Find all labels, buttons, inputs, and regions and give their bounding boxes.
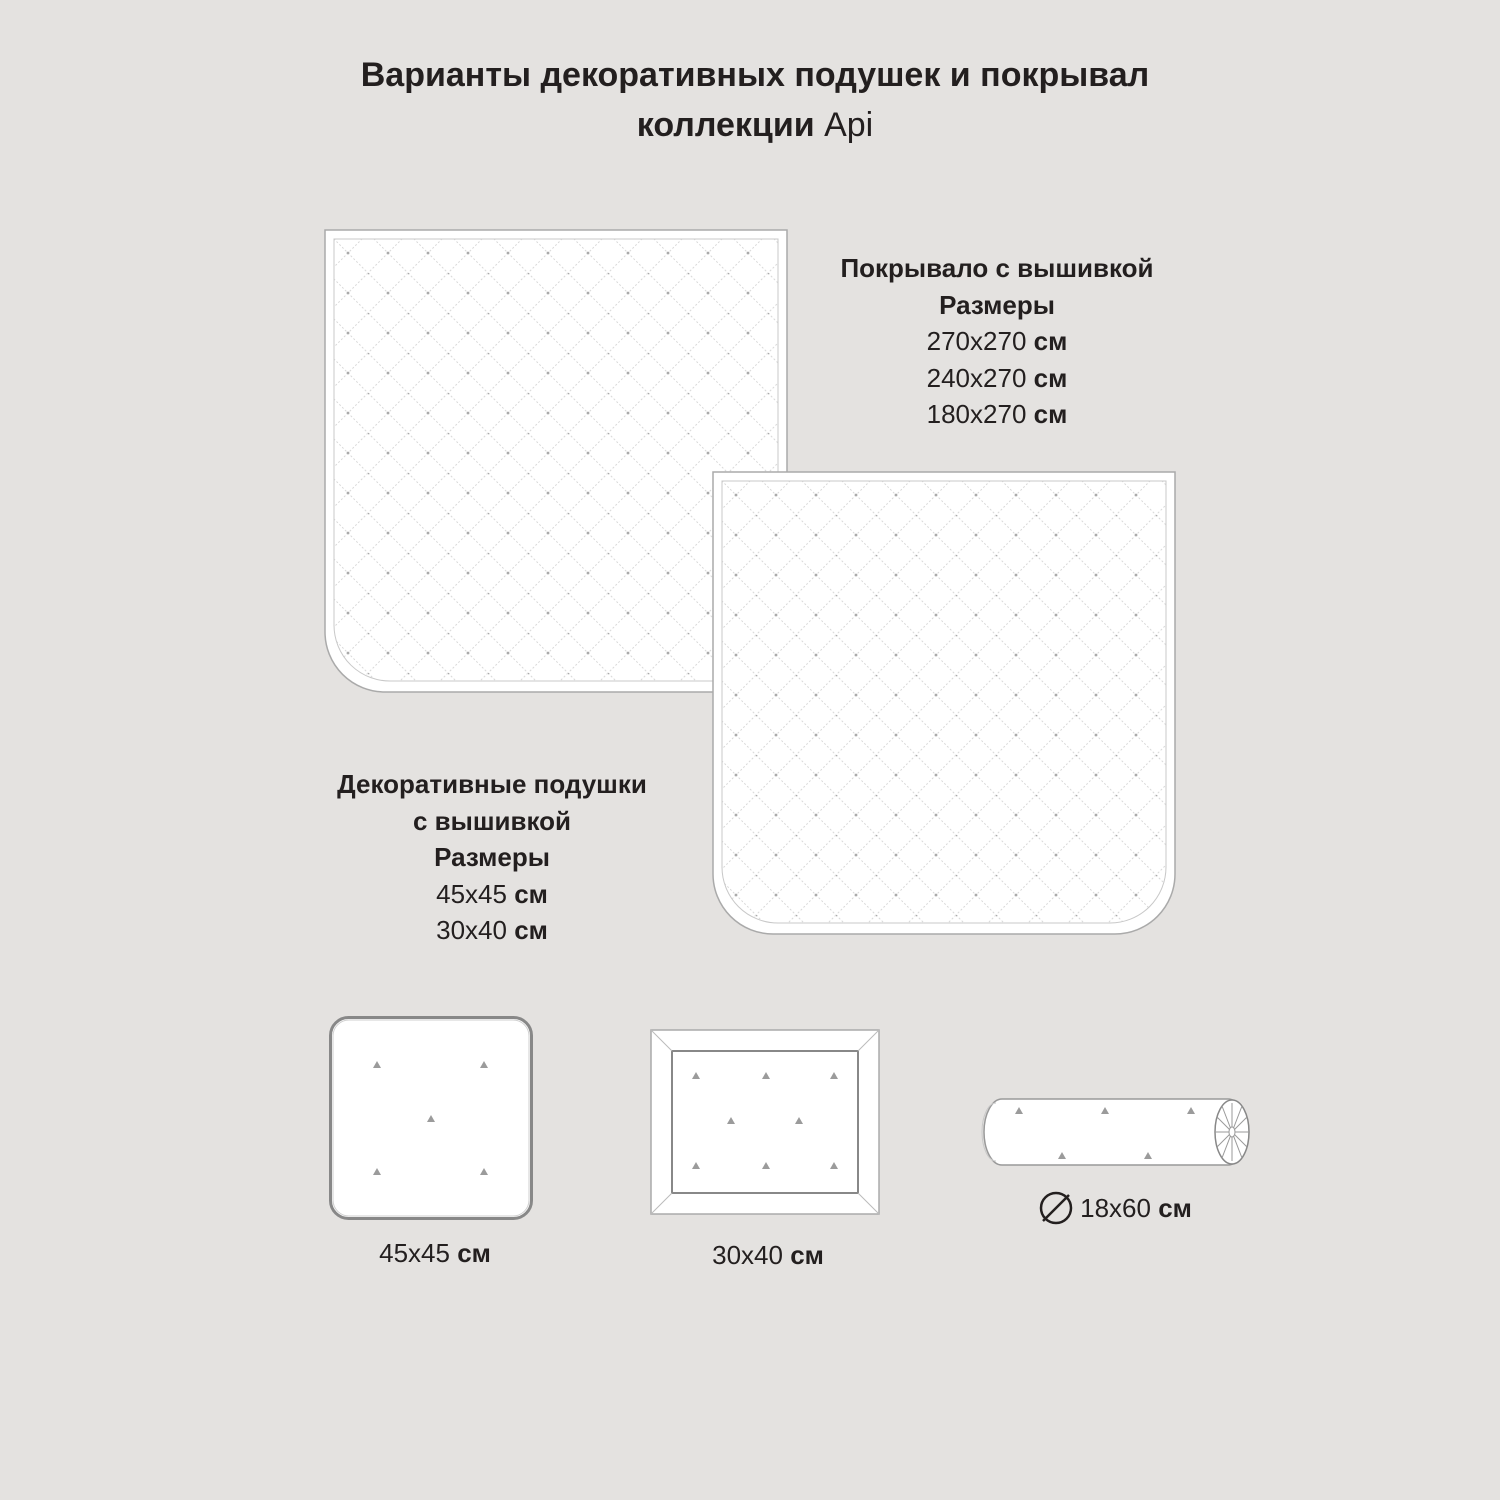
bedspread-sizes-label: Размеры xyxy=(939,289,1055,320)
pillows-sizes-label: Размеры xyxy=(434,842,550,872)
pillows-info xyxy=(292,766,692,949)
pillow-size: 45x45 см xyxy=(436,878,548,909)
title-collection: коллекции xyxy=(636,106,815,144)
page-title xyxy=(200,50,1310,150)
bolster-pillow-drawing xyxy=(984,1097,1252,1167)
rectangular-pillow-caption: 30x40 см xyxy=(712,1240,824,1270)
title-line-2 xyxy=(200,100,1310,150)
bedspread-size: 270x270 см xyxy=(926,326,1068,356)
square-pillow-drawing xyxy=(329,1016,533,1220)
bedspread-size: 180x270 см xyxy=(926,399,1068,429)
square-pillow-caption: 45x45 см xyxy=(379,1238,491,1268)
bedspread-heading: Покрывало с вышивкой xyxy=(840,253,1154,283)
diameter-icon xyxy=(1038,1190,1074,1226)
brand-name: Api xyxy=(824,106,874,144)
pillow-size: 30x40 см xyxy=(436,915,548,945)
bedspread-info xyxy=(797,250,1197,433)
pillows-heading-line-2: с вышивкой xyxy=(412,805,572,836)
bedspread-size: 240x270 см xyxy=(926,362,1068,393)
bolster-pillow-caption: 18x60 см xyxy=(1015,1190,1215,1226)
title-line-1: Варианты декоративных подушек и покрывал xyxy=(360,56,1150,94)
pillows-heading-line-1: Декоративные подушки xyxy=(337,769,647,799)
bedspread-front-drawing xyxy=(712,471,1176,935)
rectangular-pillow-drawing xyxy=(650,1029,880,1215)
